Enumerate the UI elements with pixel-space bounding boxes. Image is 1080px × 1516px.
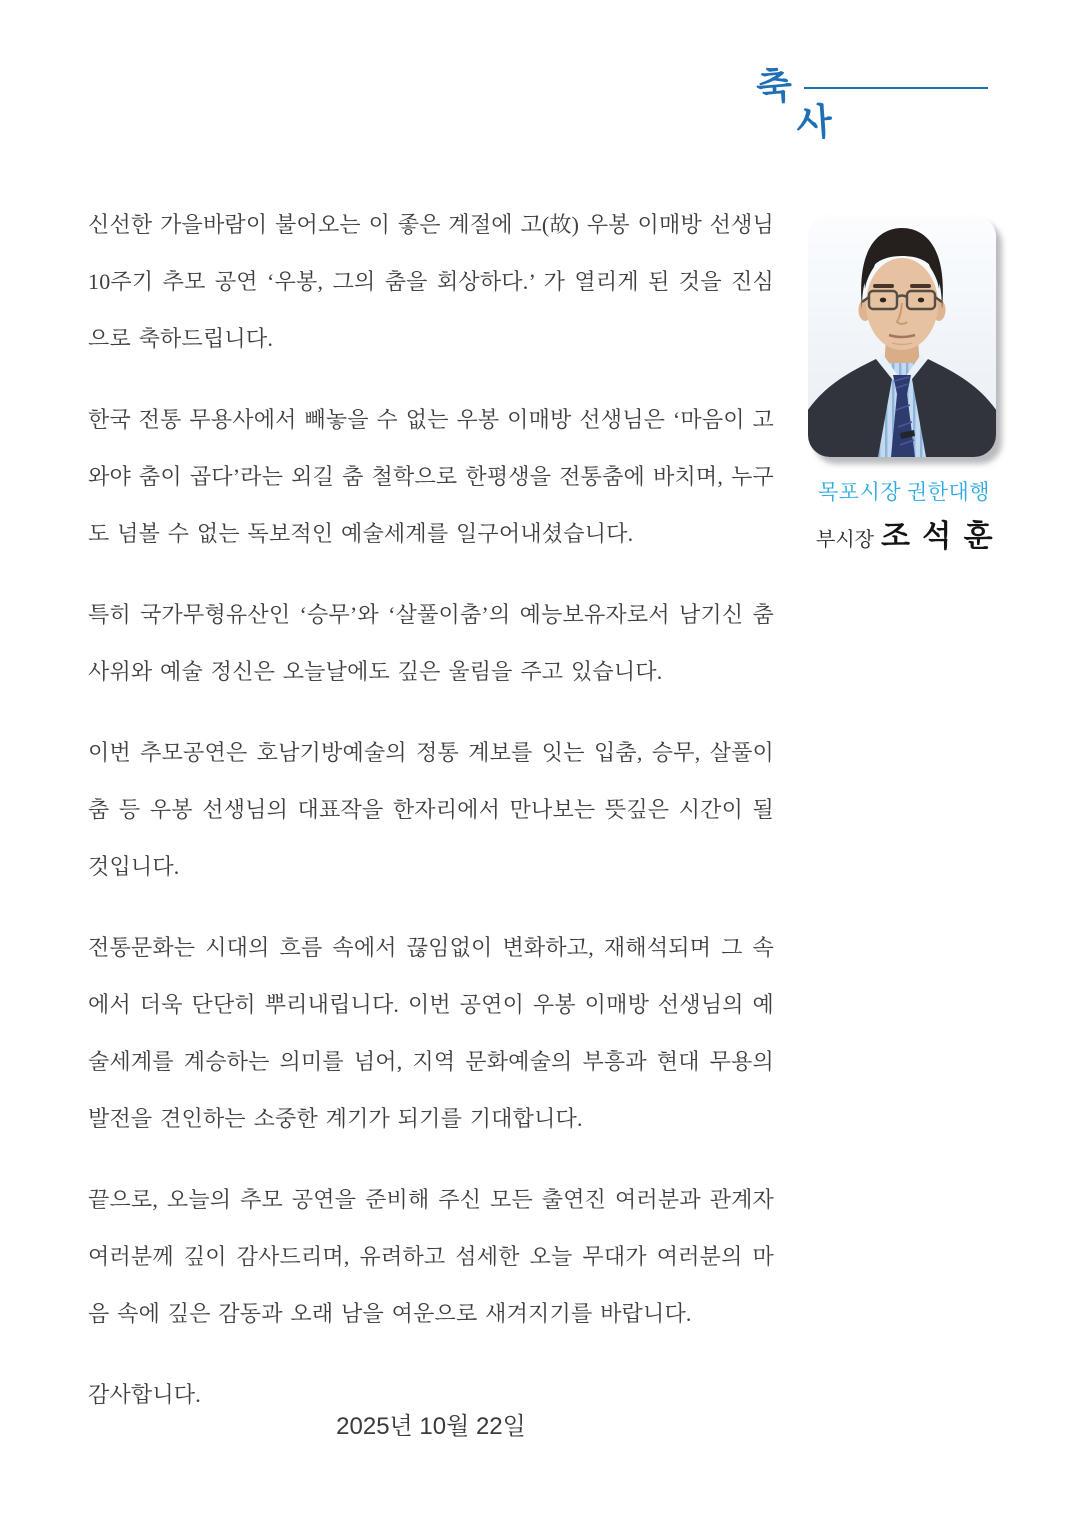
closing-thanks: 감사합니다. xyxy=(88,1382,201,1407)
signer-position: 부시장 xyxy=(816,529,874,551)
signer-block xyxy=(808,215,1018,555)
title-divider-line xyxy=(804,87,988,89)
portrait-photo-illustration xyxy=(808,215,996,457)
signer-name-row xyxy=(816,511,1018,555)
portrait-photo xyxy=(808,215,996,457)
page-title xyxy=(752,56,1002,146)
paragraph: 전통문화는 시대의 흐름 속에서 끊임없이 변화하고, 재해석되며 그 속에서 더욱 단단히 뿌리내립니다. 이번 공연이 우봉 이매방 선생님의 예술세계를 계승하는 의미를 넘어, 지역 문화예술의 부흥과 현대 무용의 발전을 견인하는 소중한 계기가 되기를 기대합니다. xyxy=(88,935,774,1131)
signer-role: 목포시장 권한대행 xyxy=(818,480,991,504)
title-char-sa: 사 xyxy=(794,101,834,146)
paragraph: 이번 추모공연은 호남기방예술의 정통 계보를 잇는 입춤, 승무, 살풀이춤 등 우봉 선생님의 대표작을 한자리에서 만나보는 뜻깊은 시간이 될 것입니다. xyxy=(88,740,774,879)
letter-body xyxy=(88,196,774,1423)
paragraph: 끝으로, 오늘의 추모 공연을 준비해 주신 모든 출연진 여러분과 관계자 여러분께 깊이 감사드리며, 유려하고 섬세한 오늘 무대가 여러분의 마음 속에 깊은 감동과 오래 남을 여운으로 새겨지기를 바랍니다. xyxy=(88,1187,774,1326)
signer-name: 조 석 훈 xyxy=(880,520,995,553)
paragraph: 한국 전통 무용사에서 빼놓을 수 없는 우봉 이매방 선생님은 ‘마음이 고와야 춤이 곱다’라는 외길 춤 철학으로 한평생을 전통춤에 바치며, 누구도 넘볼 수 없는 독보적인 예술세계를 일구어내셨습니다. xyxy=(88,407,774,546)
paragraph: 신선한 가을바람이 불어오는 이 좋은 계절에 고(故) 우봉 이매방 선생님 10주기 추모 공연 ‘우봉, 그의 춤을 회상하다.’ 가 열리게 된 것을 진심으로 축하드립니다. xyxy=(88,212,774,351)
title-char-chuk: 축 xyxy=(754,65,794,110)
paragraph: 특히 국가무형유산인 ‘승무’와 ‘살풀이춤’의 예능보유자로서 남기신 춤사위와 예술 정신은 오늘날에도 깊은 울림을 주고 있습니다. xyxy=(88,602,774,684)
letter-date: 2025년 10월 22일 xyxy=(336,1413,526,1440)
